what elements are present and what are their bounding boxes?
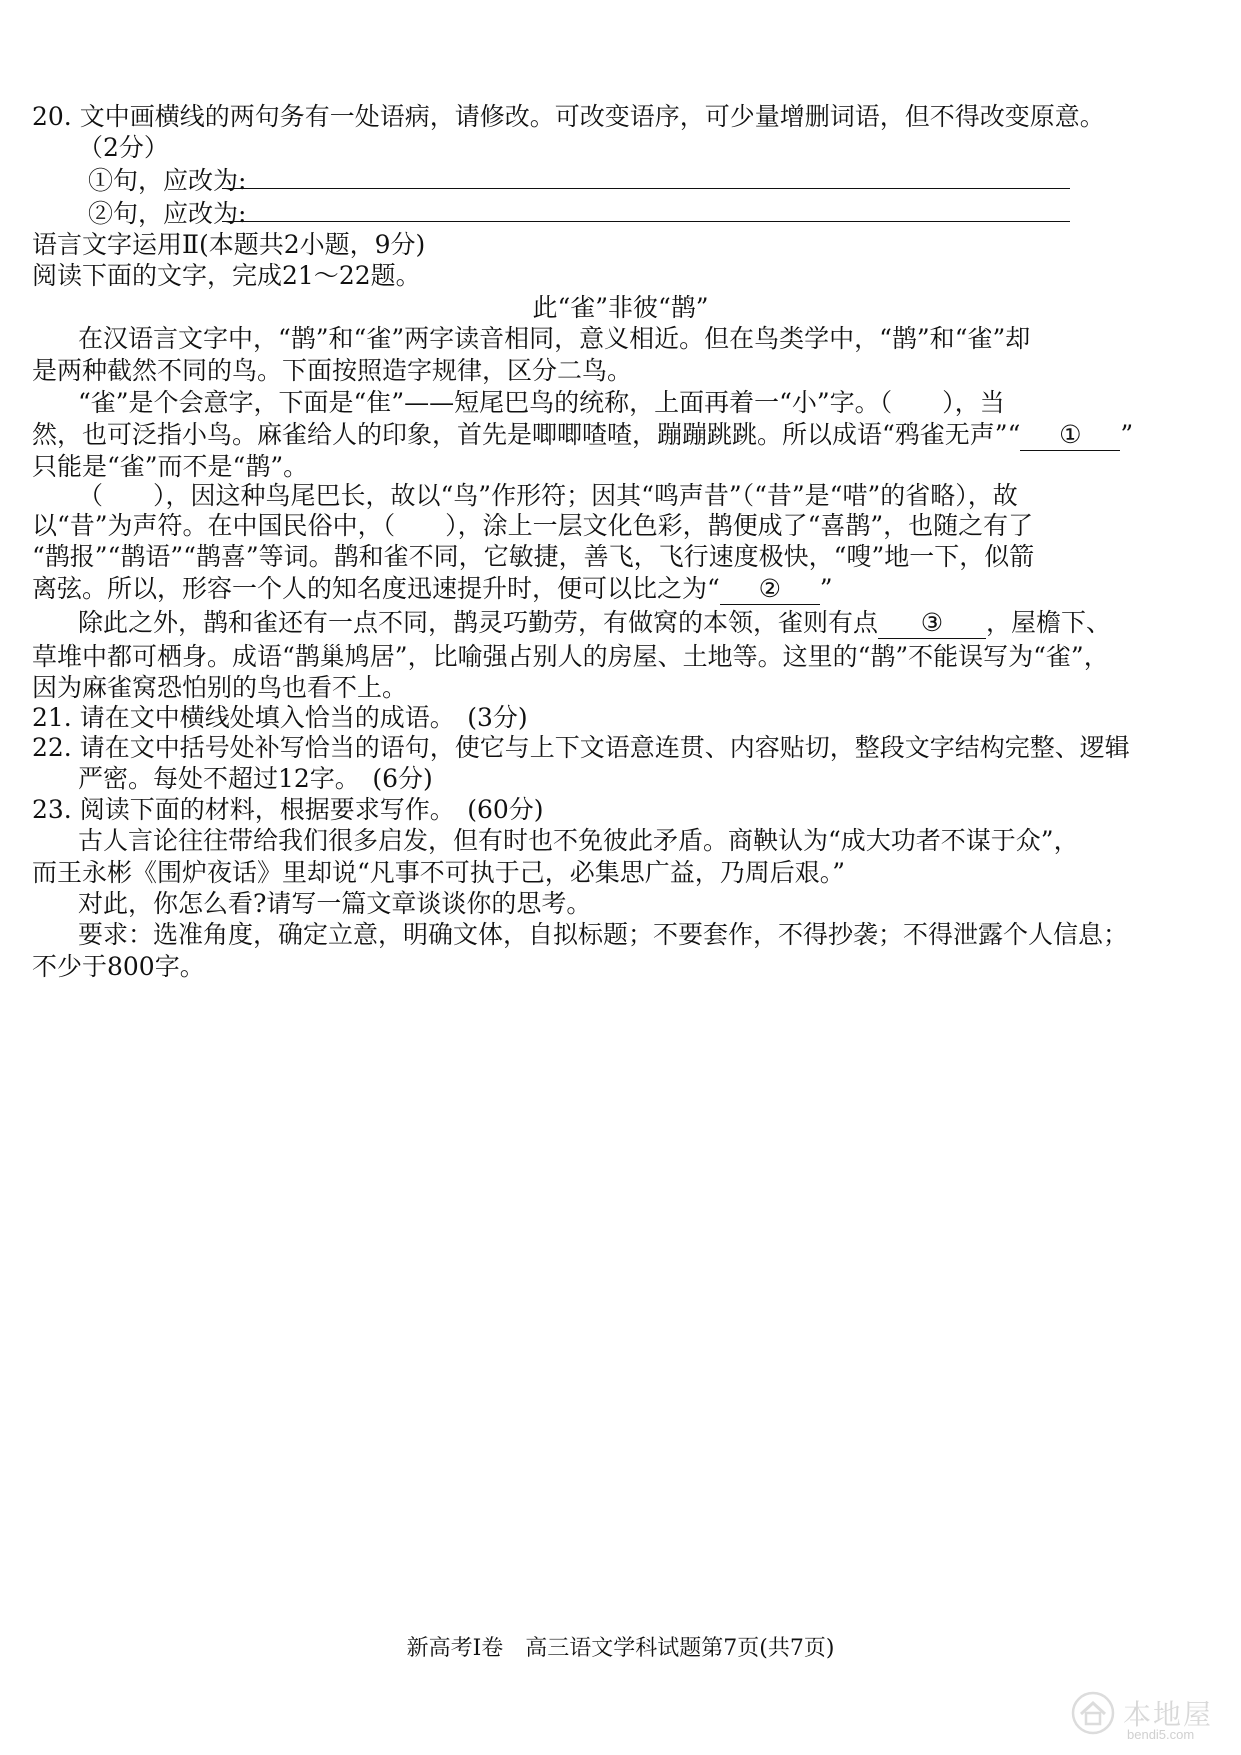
house-icon (1071, 1691, 1115, 1735)
q21-text: 21. 请在文中横线处填入恰当的成语。 (3分) (32, 703, 528, 732)
blank-3: ③ (878, 608, 986, 639)
blank-2: ② (720, 574, 820, 605)
passage-p3-line2: 以“昔”为声符。在中国民俗中，（ ），涂上一层文化色彩，鹊便成了“喜鹊”，也随之有了 (32, 511, 1034, 540)
q23-requirement-line1: 要求：选准角度，确定立意，明确文体，自拟标题；不要套作，不得抄袭；不得泄露个人信息； (78, 920, 1129, 949)
passage-p4-line1-tail: ，屋檐下、 (986, 608, 1112, 637)
passage-p2-line1: “雀”是个会意字，下面是“隹”——短尾巴鸟的统称，上面再着一“小”字。（ ），当 (78, 388, 1005, 417)
passage-p2-line3: 只能是“雀”而不是“鹊”。 (32, 452, 309, 481)
q20-answer-line-1 (222, 188, 1070, 189)
section-title: 语言文字运用Ⅱ(本题共2小题，9分) (32, 230, 426, 259)
passage-p1-line1: 在汉语言文字中，“鹊”和“雀”两字读音相同，意义相近。但在鸟类学中，“鹊”和“雀”却 (78, 324, 1031, 353)
passage-p3-line3: “鹊报”“鹊语”“鹊喜”等词。鹊和雀不同，它敏捷，善飞，飞行速度极快，“嗖”地一下，似箭 (32, 542, 1035, 571)
blank-1: ① (1020, 420, 1120, 451)
passage-p2-line2-text: 然，也可泛指小鸟。麻雀给人的印象，首先是唧唧喳喳，蹦蹦跳跳。所以成语“鸦雀无声”“ (32, 420, 1021, 449)
passage-p4-line1 (78, 606, 1201, 640)
q23-material-line3: 对此，你怎么看?请写一篇文章谈谈你的思考。 (78, 889, 592, 918)
passage-title: 此“雀”非彼“鹊” (532, 293, 709, 322)
q20-answer-line-2 (222, 221, 1070, 222)
passage-p2-line2-close: ” (1120, 420, 1134, 449)
passage-p4-line3: 因为麻雀窝恐怕别的鸟也看不上。 (32, 673, 408, 702)
q23-material-line1: 古人言论往往带给我们很多启发，但有时也不免彼此矛盾。商鞅认为“成大功者不谋于众”， (78, 826, 1079, 855)
passage-p1-line2: 是两种截然不同的鸟。下面按照造字规律，区分二鸟。 (32, 356, 633, 385)
q23-material-line2: 而王永彬《围炉夜话》里却说“凡事不可执于己，必集思广益，乃周后艰。” (32, 858, 846, 887)
q20-sentence1-label: ①句，应改为: (88, 166, 247, 195)
passage-p3-line4 (32, 572, 1201, 606)
q23-stem: 23. 阅读下面的材料，根据要求写作。 (60分) (32, 795, 544, 824)
watermark (1065, 1687, 1225, 1747)
passage-p3-line4-close: ” (819, 574, 833, 603)
passage-p3-line1: （ ），因这种鸟尾巴长，故以“鸟”作形符；因其“鸣声昔”（“昔”是“唶”的省略），故 (78, 481, 1018, 510)
watermark-url: bendi5.com (1127, 1727, 1195, 1742)
watermark-name: 本地屋 (1123, 1699, 1214, 1730)
passage-p2-line2 (32, 418, 1201, 452)
page-footer: 新高考Ⅰ卷 高三语文学科试题第7页(共7页) (406, 1636, 835, 1661)
q20-score: （2分） (78, 133, 169, 162)
q20-sentence2-label: ②句，应改为: (88, 199, 247, 228)
section-instruction: 阅读下面的文字，完成21～22题。 (32, 261, 421, 290)
q23-requirement-line2: 不少于800字。 (32, 952, 205, 981)
q22-line2: 严密。每处不超过12字。 (6分) (78, 764, 433, 793)
passage-p3-line4-text: 离弦。所以，形容一个人的知名度迅速提升时，便可以比之为“ (32, 574, 720, 603)
q20-stem: 20. 文中画横线的两句务有一处语病，请修改。可改变语序，可少量增删词语，但不得改变原意。 (32, 102, 1105, 131)
q22-line1: 22. 请在文中括号处补写恰当的语句，使它与上下文语意连贯、内容贴切，整段文字结构完整、逻辑 (32, 733, 1130, 762)
passage-p4-line1-text: 除此之外，鹊和雀还有一点不同，鹊灵巧勤劳，有做窝的本领，雀则有点 (78, 608, 879, 637)
passage-p4-line2: 草堆中都可栖身。成语“鹊巢鸠居”，比喻强占别人的房屋、土地等。这里的“鹊”不能误写为“雀”， (32, 642, 1109, 671)
